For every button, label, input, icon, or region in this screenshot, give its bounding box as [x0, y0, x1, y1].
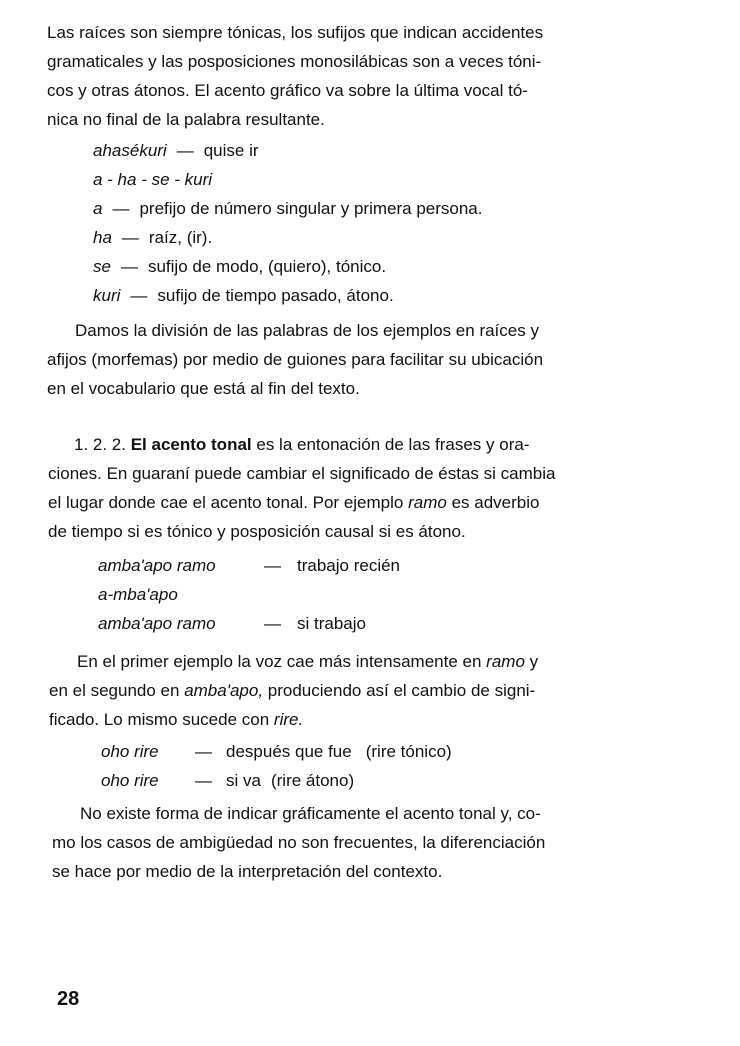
paragraph-line: No existe forma de indicar gráficamente el acento tonal y, co- [80, 804, 541, 823]
example-row [98, 609, 400, 638]
paragraph-accent-rules [47, 18, 677, 134]
paragraph-line [49, 676, 685, 705]
paragraph-line: mo los casos de ambigüedad no son frecuentes, la diferenciación [52, 833, 546, 852]
example-term: a-mba'apo [98, 585, 178, 604]
example-gloss: si va [226, 771, 261, 790]
example-term: ahasékuri [93, 141, 167, 160]
paragraph-text: el lugar donde cae el acento tonal. Por ejemplo [48, 493, 404, 512]
paragraph-line [49, 647, 685, 676]
paragraph-text: es adverbio [451, 493, 540, 512]
example-row [93, 165, 482, 194]
example-row [98, 580, 400, 609]
paragraph-text: produciendo así el cambio de signi- [267, 681, 536, 700]
example-term: oho rire [101, 742, 159, 761]
dash-separator: — [176, 141, 194, 160]
example-gloss: quise ir [203, 141, 259, 160]
section-number: 1. 2. 2. [74, 435, 126, 454]
paragraph-line: nica no final de la palabra resultante. [47, 110, 325, 129]
example-gloss: prefijo de número singular y primera persona. [139, 199, 483, 218]
paragraph-line: Damos la división de las palabras de los ejemplos en raíces y [75, 321, 539, 340]
emphasized-word: rire. [273, 710, 304, 729]
emphasized-word: ramo [486, 652, 525, 671]
example-morphology [93, 136, 482, 310]
section-term: El acento tonal [130, 435, 252, 454]
dash-separator: — [195, 771, 212, 790]
dash-separator: — [130, 286, 148, 305]
example-row [93, 281, 482, 310]
paragraph-line: afijos (morfemas) por medio de guiones para facilitar su ubicación [47, 350, 544, 369]
example-note: (rire tónico) [365, 742, 452, 761]
dash-separator: — [112, 199, 130, 218]
paragraph-text: En el primer ejemplo la voz cae más intensamente en [77, 652, 482, 671]
paragraph-ambiguity [52, 799, 688, 886]
example-term: se [93, 257, 111, 276]
emphasized-word: amba'apo, [184, 681, 264, 700]
paragraph-line: ciones. En guaraní puede cambiar el significado de éstas si cambia [48, 464, 556, 483]
dash-separator: — [264, 614, 281, 633]
paragraph-line [49, 705, 685, 734]
paragraph-line: Las raíces son siempre tónicas, los sufijos que indican accidentes [47, 23, 544, 42]
paragraph-tonal-accent [48, 430, 684, 546]
example-row [98, 551, 400, 580]
paragraph-line: se hace por medio de la interpretación del contexto. [52, 862, 443, 881]
example-row [93, 136, 482, 165]
paragraph-text: es la entonación de las frases y ora- [256, 435, 530, 454]
paragraph-line [48, 430, 684, 459]
paragraph-text: y [529, 652, 539, 671]
paragraph-line: cos y otras átonos. El acento gráfico va sobre la última vocal tó- [47, 81, 528, 100]
example-gloss: sufijo de modo, (quiero), tónico. [147, 257, 387, 276]
example-note: (rire átono) [270, 771, 355, 790]
page-number: 28 [57, 988, 80, 1010]
dash-separator: — [120, 257, 138, 276]
example-gloss: después que fue [226, 742, 352, 761]
dash-separator: — [195, 742, 212, 761]
example-gloss: sufijo de tiempo pasado, átono. [157, 286, 394, 305]
dash-separator: — [121, 228, 139, 247]
example-row [93, 223, 482, 252]
paragraph-line: de tiempo si es tónico y posposición causal si es átono. [48, 522, 466, 541]
paragraph-text: en el segundo en [49, 681, 180, 700]
example-rire [101, 737, 452, 795]
paragraph-word-division [47, 316, 683, 403]
paragraph-line: en el vocabulario que está al fin del texto. [47, 379, 360, 398]
example-ramo [98, 551, 400, 638]
example-term: amba'apo ramo [98, 614, 216, 633]
example-gloss: si trabajo [297, 614, 366, 633]
paragraph-text: ficado. Lo mismo sucede con [49, 710, 270, 729]
example-row [93, 252, 482, 281]
example-row [101, 737, 452, 766]
paragraph-stress-explanation [49, 647, 685, 734]
example-term: kuri [93, 286, 121, 305]
example-term: a - ha - se - kuri [93, 170, 213, 189]
example-gloss: raíz, (ir). [148, 228, 213, 247]
example-gloss: trabajo recién [297, 556, 401, 575]
dash-separator: — [264, 556, 281, 575]
example-row [93, 194, 482, 223]
example-term: amba'apo ramo [98, 556, 216, 575]
example-row [101, 766, 452, 795]
paragraph-line: gramaticales y las posposiciones monosilábicas son a veces tóni- [47, 52, 542, 71]
example-term: a [93, 199, 103, 218]
example-term: oho rire [101, 771, 159, 790]
emphasized-word: ramo [408, 493, 447, 512]
example-term: ha [93, 228, 112, 247]
paragraph-line [48, 488, 684, 517]
